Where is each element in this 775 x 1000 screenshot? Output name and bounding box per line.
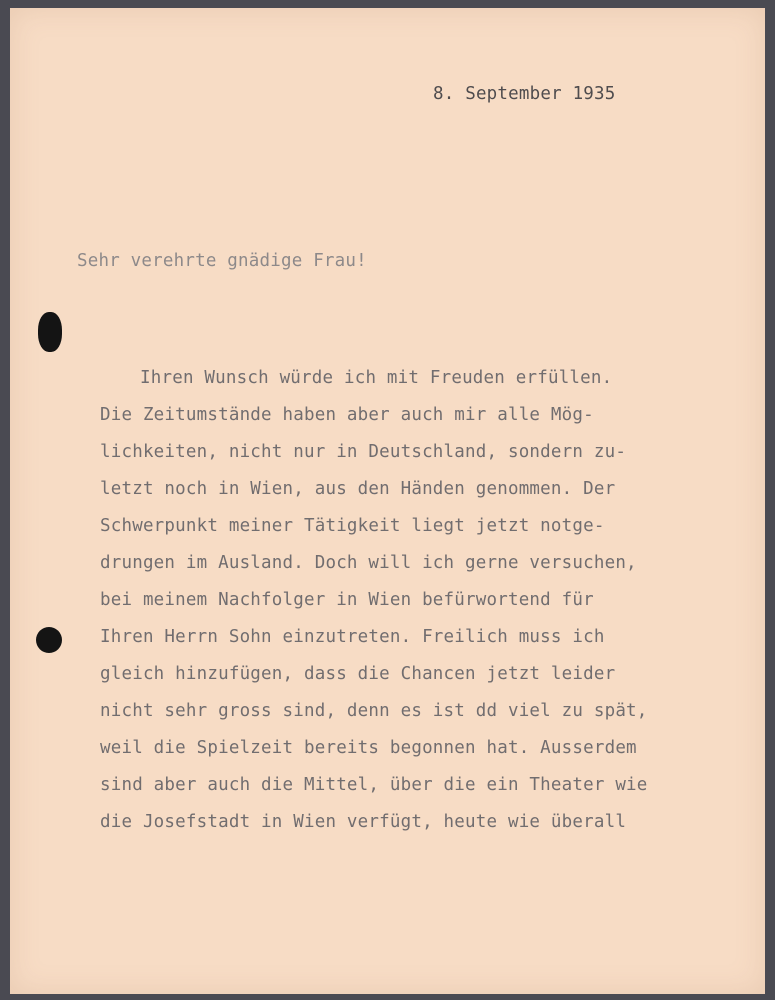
body-line: Schwerpunkt meiner Tätigkeit liegt jetzt notge- [100,516,605,536]
body-line: Ihren Herrn Sohn einzutreten. Freilich muss ich [100,627,605,647]
body-line: nicht sehr gross sind, denn es ist dd viel zu spät, [100,701,648,721]
body-line: letzt noch in Wien, aus den Händen genommen. Der [100,479,616,499]
letter-page [10,8,765,994]
body-line: Die Zeitumstände haben aber auch mir alle Mög- [100,405,594,425]
body-line: Ihren Wunsch würde ich mit Freuden erfüllen. [140,368,613,388]
body-line: lichkeiten, nicht nur in Deutschland, sondern zu- [100,442,627,462]
body-line: drungen im Ausland. Doch will ich gerne versuchen, [100,553,637,573]
body-line: weil die Spielzeit bereits begonnen hat. Ausserdem [100,738,637,758]
punch-hole-bottom [36,627,62,653]
letter-date: 8. September 1935 [433,84,616,104]
body-line: sind aber auch die Mittel, über die ein Theater wie [100,775,648,795]
body-line: die Josefstadt in Wien verfügt, heute wie überall [100,812,627,832]
body-line: gleich hinzufügen, dass die Chancen jetzt leider [100,664,616,684]
body-line: bei meinem Nachfolger in Wien befürwortend für [100,590,594,610]
letter-body [100,360,648,841]
punch-hole-top [38,312,62,352]
letter-salutation: Sehr verehrte gnädige Frau! [77,251,367,271]
